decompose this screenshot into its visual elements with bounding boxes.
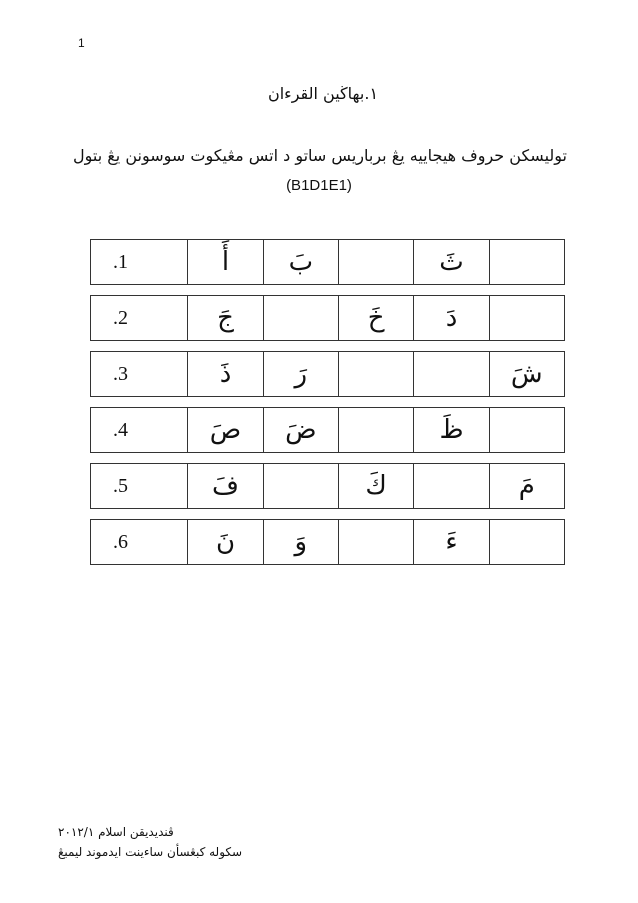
section-title <box>0 84 638 103</box>
letter-cell: ءَ <box>413 520 488 564</box>
row-number: .3 <box>113 362 128 385</box>
letter-cell: فَ <box>187 464 262 508</box>
letter-cell: شَ <box>489 352 564 396</box>
row-number: .4 <box>113 418 128 441</box>
letter-cell <box>263 296 338 340</box>
table-row <box>90 239 565 285</box>
letter-cell <box>489 408 564 452</box>
letter-cell: ذَ <box>187 352 262 396</box>
letter-cell <box>263 464 338 508</box>
letter-cell: رَ <box>263 352 338 396</box>
letter-cell: ضَ <box>263 408 338 452</box>
table-row <box>90 295 565 341</box>
letters-table <box>90 239 565 575</box>
letter-cell: ثَ <box>413 240 488 284</box>
letter-cell <box>489 296 564 340</box>
footer <box>58 822 242 862</box>
letter-cell: أَ <box>187 240 262 284</box>
instruction-text: توليسكن حروف هيجاييه يڠ برباريس ساتو د اتس مڠيكوت سوسونن يڠ بتول <box>73 146 567 165</box>
footer-line-2: سكوله كبڠسأن ساءينت ايدموند ليمبڠ <box>58 845 243 859</box>
letter-cell: بَ <box>263 240 338 284</box>
letter-cell <box>413 464 488 508</box>
letter-cell: صَ <box>187 408 262 452</box>
row-number: .2 <box>113 306 128 329</box>
letter-cell <box>413 352 488 396</box>
letter-cell: مَ <box>489 464 564 508</box>
letter-cell: ظَ <box>413 408 488 452</box>
page-number: 1 <box>78 36 85 50</box>
letter-cell <box>489 240 564 284</box>
letter-cell <box>338 352 413 396</box>
letter-cell <box>338 520 413 564</box>
row-number: .1 <box>113 250 128 273</box>
section-title-text: ١.بهاڬين القرءان <box>267 84 379 103</box>
letter-cell <box>338 240 413 284</box>
letter-cell: وَ <box>263 520 338 564</box>
footer-line-1: ڤنديديقن اسلام ٢٠١٢/١ <box>58 825 174 839</box>
letter-cell: نَ <box>187 520 262 564</box>
letter-cell: جَ <box>187 296 262 340</box>
letter-cell: كَ <box>338 464 413 508</box>
table-row <box>90 463 565 509</box>
table-row <box>90 351 565 397</box>
row-number: .5 <box>113 474 128 497</box>
letter-cell <box>489 520 564 564</box>
table-row <box>90 519 565 565</box>
letter-cell: خَ <box>338 296 413 340</box>
table-row <box>90 407 565 453</box>
row-number: .6 <box>113 530 128 553</box>
letter-cell: دَ <box>413 296 488 340</box>
lesson-code: (B1D1E1) <box>286 177 352 194</box>
letter-cell <box>338 408 413 452</box>
